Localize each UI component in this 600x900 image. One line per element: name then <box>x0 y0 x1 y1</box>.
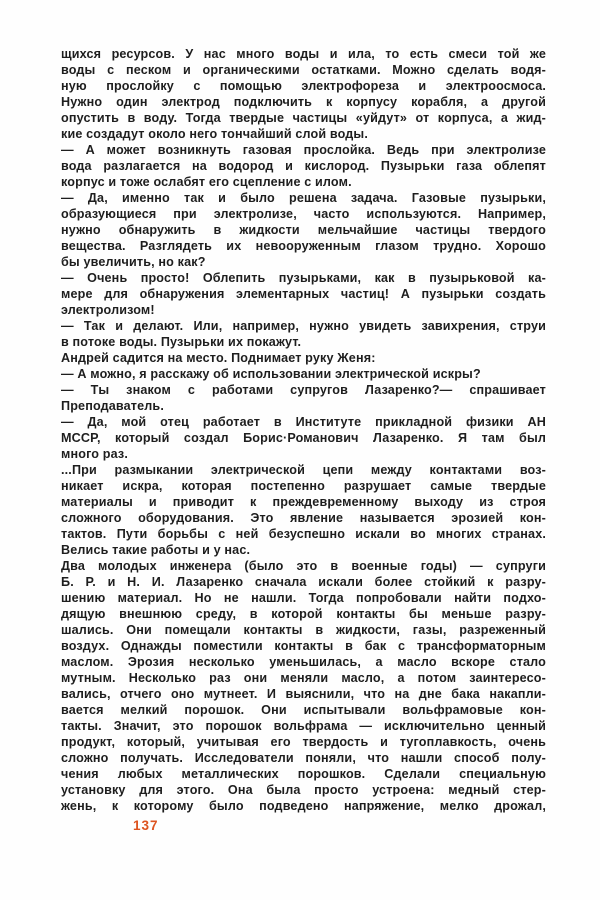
text-line: шению материал. Но не нашли. Тогда попробовали найти подхо- <box>61 591 546 605</box>
body-text <box>61 46 546 814</box>
text-line: — А может возникнуть газовая прослойка. Ведь при электролизе <box>61 143 546 157</box>
text-line: Нужно один электрод подключить к корпусу корабля, а другой <box>61 95 546 109</box>
text-line: сложного оборудования. Это явление называется эрозией кон- <box>61 511 546 525</box>
text-line: вается мелкий порошок. Они испытывали вольфрамовые кон- <box>61 703 546 717</box>
text-line: мере для обнаружения элементарных частиц! А пузырьки создать <box>61 287 546 301</box>
text-line: — Да, именно так и было решена задача. Газовые пузырьки, <box>61 191 546 205</box>
text-line: кие создадут около него тончайший слой воды. <box>61 127 368 141</box>
text-line: воздух. Однажды поместили контакты в бак с трансформаторным <box>61 639 546 653</box>
page-number: 137 <box>133 818 159 833</box>
text-line: в потоке воды. Пузырьки их покажут. <box>61 335 302 349</box>
text-line: бы увеличить, но как? <box>61 255 206 269</box>
text-line: нужно обнаружить в жидкости мельчайшие частицы твердого <box>61 223 546 237</box>
text-line: много раз. <box>61 447 128 461</box>
text-line: такты. Значит, это порошок вольфрама — исключительно ценный <box>61 719 546 733</box>
text-line: установку для этого. Она была просто устроена: медный стер- <box>61 783 546 797</box>
text-line: Преподаватель. <box>61 399 164 413</box>
text-line: — Ты знаком с работами супругов Лазаренко?— спрашивает <box>61 383 546 397</box>
text-line: МССР, который создал Борис·Романович Лазаренко. Я там был <box>61 431 546 445</box>
text-line: — А можно, я расскажу об использовании электрической искры? <box>61 367 481 381</box>
text-line: жень, к которому было подведено напряжение, мелко дрожал, <box>61 799 546 813</box>
text-line: дящую внешнюю среду, в которой контакты бы меньше разру- <box>61 607 546 621</box>
text-line: ...При размыкании электрической цепи между контактами воз- <box>61 463 546 477</box>
text-line: мутным. Несколько раз они меняли масло, а потом заинтересо- <box>61 671 546 685</box>
text-line: Велись такие работы и у нас. <box>61 543 251 557</box>
text-line: вались, отчего оно мутнеет. И выяснили, что на дне бака накапли- <box>61 687 546 701</box>
text-line: чения любых металлических порошков. Сделали специальную <box>61 767 546 781</box>
text-line: продукт, который, учитывая его твердость и тугоплавкость, очень <box>61 735 546 749</box>
text-line: опустить в воду. Тогда твердые частицы «уйдут» от корпуса, а жид- <box>61 111 546 125</box>
text-line: вода разлагается на водород и кислород. Пузырьки газа облепят <box>61 159 546 173</box>
text-line: — Так и делают. Или, например, нужно увидеть завихрения, струи <box>61 319 546 333</box>
text-line: материалы и приводит к преждевременному выходу из строя <box>61 495 546 509</box>
text-line: маслом. Эрозия несколько уменьшилась, а масло вскоре стало <box>61 655 546 669</box>
text-line: корпус и тоже ослабят его сцепление с илом. <box>61 175 352 189</box>
text-line: щихся ресурсов. У нас много воды и ила, то есть смеси той же <box>61 47 546 61</box>
text-line: Андрей садится на место. Поднимает руку Женя: <box>61 351 376 365</box>
text-line: Два молодых инженера (было это в военные годы) — супруги <box>61 559 546 573</box>
text-line: — Да, мой отец работает в Институте прикладной физики АН <box>61 415 546 429</box>
text-line: электролизом! <box>61 303 155 317</box>
text-line: сложно получать. Исследователи поняли, что нашли способ полу- <box>61 751 546 765</box>
text-line: ную прослойку с помощью электрофореза и электроосмоса. <box>61 79 546 93</box>
text-line: воды с песком и органическими остатками. Можно сделать водя- <box>61 63 546 77</box>
text-line: образующиеся при электролизе, часто используются. Например, <box>61 207 546 221</box>
text-line: вещества. Разглядеть их невооруженным глазом трудно. Хорошо <box>61 239 546 253</box>
text-line: никает искра, которая постепенно разрушает самые твердые <box>61 479 546 493</box>
text-line: Б. Р. и Н. И. Лазаренко сначала искали более стойкий к разру- <box>61 575 546 589</box>
text-line: шались. Они помещали контакты в жидкости, газы, разреженный <box>61 623 546 637</box>
text-line: — Очень просто! Облепить пузырьками, как в пузырьковой ка- <box>61 271 546 285</box>
text-line: тактов. Пути борьбы с ней безуспешно искали во многих странах. <box>61 527 546 541</box>
